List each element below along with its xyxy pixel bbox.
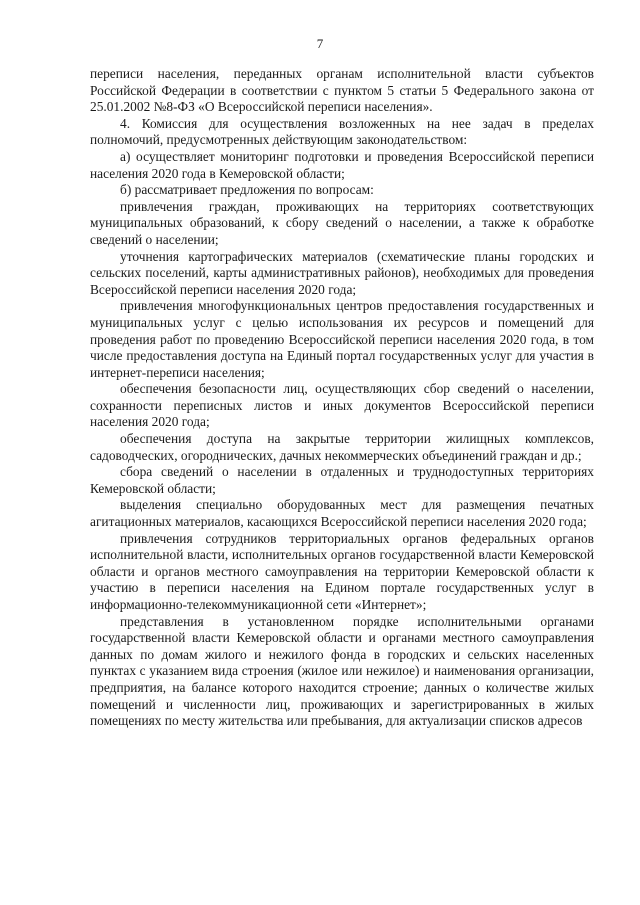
- paragraph-subitem-a: а) осуществляет мониторинг подготовки и проведения Всероссийской переписи населения 2020 года в Кемеровской области;: [90, 148, 594, 181]
- paragraph-closed-territories: обеспечения доступа на закрытые территории жилищных комплексов, садоводческих, огороднических, дачных некоммерческих объединений граждан и др.;: [90, 431, 594, 463]
- paragraph-employees: привлечения сотрудников территориальных органов федеральных органов исполнительной власти, исполнительных органов государственной власти Кемеровской области и органов местного самоуправления на территории Кемеровской области к участию в переписи населения на Едином портале государственных услуг в информационно-телекоммуникационной сети «Интернет»;: [90, 530, 594, 612]
- paragraph-housing-data: представления в установленном порядке исполнительными органами государственной власти Кемеровской области и органами местного самоуправления данных по домам жилого и нежилого фонда в городских и сельских населенных пунктах с указанием вида строения (жилое или нежилое) и наименования организации, предприятия, на балансе которого находится строение; данных о количестве жилых помещений и численности лиц, проживающих и зарегистрированных в жилых помещениях по месту жительства или пребывания, для актуализации списков адресов: [90, 613, 594, 729]
- page-number: 7: [316, 36, 324, 51]
- document-body: [90, 66, 594, 730]
- paragraph-mfc: привлечения многофункциональных центров предоставления государственных и муниципальных услуг с целью использования их ресурсов и помещений для проведения работ по проведению Всероссийской переписи населения 2020 года, в том числе предоставления доступа на Единый портал государственных услуг для участия в интернет-переписи населения;: [90, 298, 594, 380]
- paragraph-citizens: привлечения граждан, проживающих на территориях соответствующих муниципальных образований, к сбору сведений о населении, а также к обработке сведений о населении;: [90, 198, 594, 247]
- paragraph-subitem-b: б) рассматривает предложения по вопросам:: [120, 182, 374, 198]
- paragraph-agitation: выделения специально оборудованных мест для размещения печатных агитационных материалов, касающихся Всероссийской переписи населения 2020 года;: [90, 497, 594, 530]
- paragraph-maps: уточнения картографических материалов (схематические планы городских и сельских поселений, карты административных районов), необходимых для проведения Всероссийской переписи населения 2020 года;: [90, 248, 594, 297]
- paragraph-item-4: 4. Комиссия для осуществления возложенных на нее задач в пределах полномочий, предусмотренных действующим законодательством:: [90, 115, 594, 148]
- paragraph-remote-areas: сбора сведений о населении в отдаленных и труднодоступных территориях Кемеровской области;: [90, 464, 594, 496]
- paragraph-security: обеспечения безопасности лиц, осуществляющих сбор сведений о населении, сохранности переписных листов и иных документов Всероссийской переписи населения 2020 года;: [90, 381, 594, 430]
- paragraph-continuation: переписи населения, переданных органам исполнительной власти субъектов Российской Федерации в соответствии с пунктом 5 статьи 5 Федерального закона от 25.01.2002 №8-ФЗ «О Всероссийской переписи населения».: [90, 66, 594, 115]
